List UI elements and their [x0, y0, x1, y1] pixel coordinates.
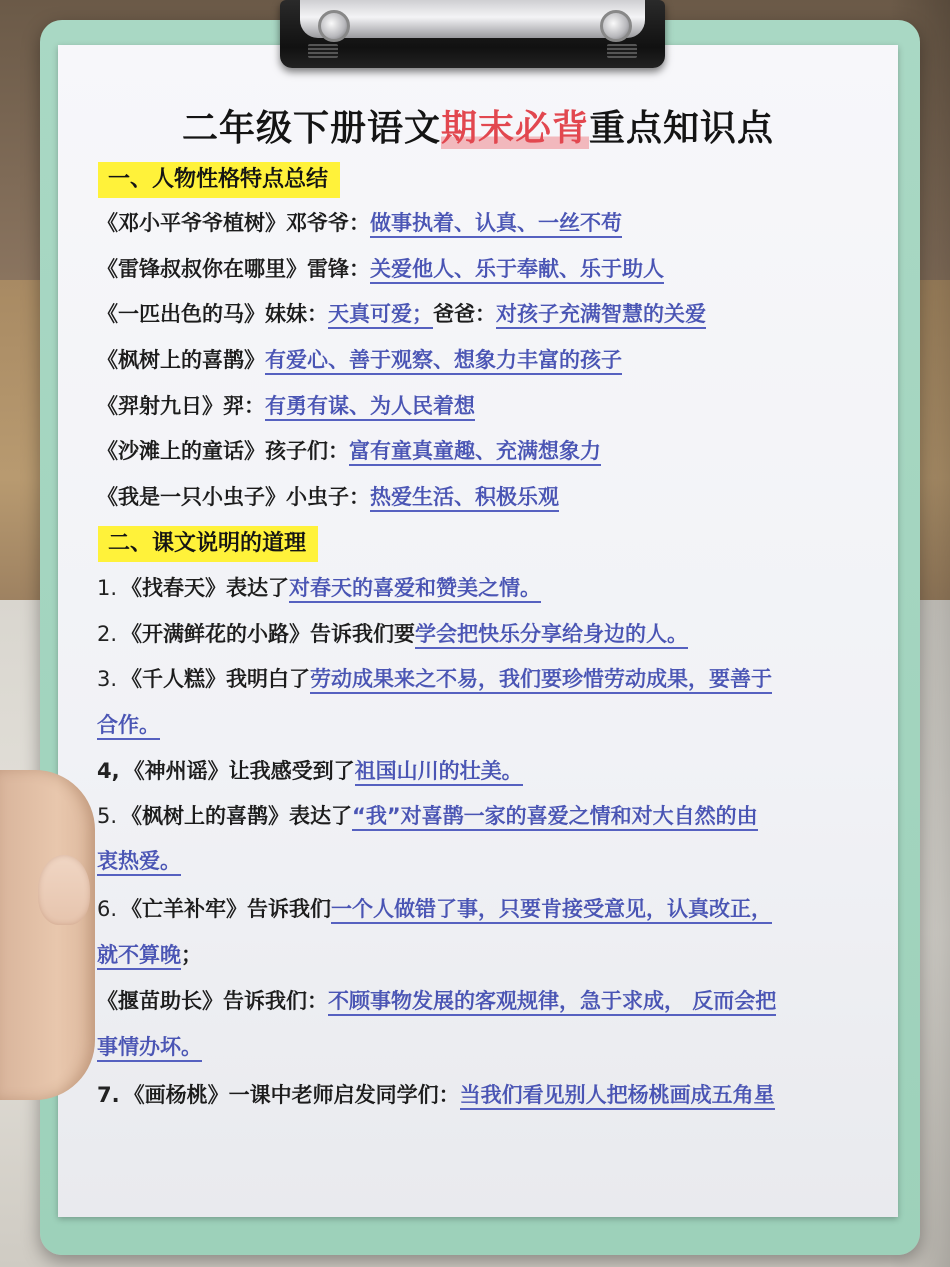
item-number: 2.: [97, 622, 118, 646]
item-answer: 一个人做错了事，只要肯接受意见，认真改正，: [331, 897, 772, 924]
item-number: 6.: [97, 897, 118, 921]
clip-grip-left: [308, 44, 338, 58]
item-answer-continued: 事情办坏。: [97, 1035, 202, 1062]
lesson-item: [97, 986, 776, 1016]
title-suffix: 重点知识点: [589, 108, 775, 149]
item-label: 《沙滩上的童话》孩子们：: [97, 439, 349, 463]
thumb-nail: [38, 855, 90, 925]
character-item: [97, 208, 622, 238]
character-item: [97, 299, 706, 329]
item-label: 《我是一只小虫子》小虫子：: [97, 485, 370, 509]
item-number: 5.: [97, 804, 118, 828]
lesson-item: [97, 573, 541, 603]
item-label: 《开满鲜花的小路》告诉我们要: [121, 622, 416, 646]
item-label: 《千人糕》我明白了: [121, 667, 311, 691]
item-answer-second: 对孩子充满智慧的关爱: [496, 302, 706, 329]
item-label-second: 爸爸：: [433, 302, 496, 326]
clip-grip-right: [607, 44, 637, 58]
item-answer-tail: ；: [181, 943, 202, 967]
clip-rivet-left: [318, 10, 350, 42]
item-answer: “我”对喜鹊一家的喜爱之情和对大自然的由: [352, 804, 758, 831]
item-answer-continued: 衷热爱。: [97, 849, 181, 876]
lesson-item: [97, 894, 772, 924]
page-title: [58, 100, 898, 151]
lesson-item: [97, 619, 688, 649]
character-item: [97, 254, 664, 284]
section-heading-lessons: 二、课文说明的道理: [98, 526, 318, 562]
item-label: 《亡羊补牢》告诉我们: [121, 897, 332, 921]
item-label: 《找春天》表达了: [121, 576, 290, 600]
item-label: 《画杨桃》一课中老师启发同学们：: [123, 1083, 460, 1107]
lesson-item-continuation: [97, 710, 160, 740]
item-label: 《一匹出色的马》妹妹：: [97, 302, 328, 326]
item-answer: 祖国山川的壮美。: [355, 759, 523, 786]
item-answer: 对春天的喜爱和赞美之情。: [289, 576, 541, 603]
item-answer: 富有童真童趣、充满想象力: [349, 439, 601, 466]
item-answer: 关爱他人、乐于奉献、乐于助人: [370, 257, 664, 284]
title-prefix: 二年级下册语文: [181, 108, 441, 149]
character-item: [97, 482, 559, 512]
item-answer-continued: 合作。: [97, 713, 160, 740]
lesson-item: [97, 801, 758, 831]
section-heading-characters: 一、人物性格特点总结: [98, 162, 340, 198]
lesson-item-continuation: [97, 1032, 202, 1062]
item-number: 3.: [97, 667, 118, 691]
item-label: 《枫树上的喜鹊》表达了: [121, 804, 353, 828]
item-number: 4,: [97, 759, 120, 783]
item-answer: 劳动成果来之不易，我们要珍惜劳动成果，要善于: [310, 667, 772, 694]
item-label: 《揠苗助长》告诉我们：: [97, 989, 328, 1013]
item-answer: 做事执着、认真、一丝不苟: [370, 211, 622, 238]
character-item: [97, 345, 622, 375]
clip-metal-bar: [300, 0, 645, 38]
lesson-item: [97, 664, 772, 694]
item-answer: 有勇有谋、为人民着想: [265, 394, 475, 421]
character-item: [97, 436, 601, 466]
item-answer: 有爱心、善于观察、想象力丰富的孩子: [265, 348, 622, 375]
item-answer: 当我们看见别人把杨桃画成五角星: [460, 1083, 775, 1110]
item-label: 《羿射九日》羿：: [97, 394, 265, 418]
lesson-item-continuation: [97, 846, 181, 876]
title-highlight: 期末必背: [440, 108, 589, 149]
item-answer: 不顾事物发展的客观规律，急于求成， 反而会把: [328, 989, 776, 1016]
item-answer-continued: 就不算晚: [97, 943, 181, 970]
item-number: 7.: [97, 1083, 120, 1107]
thumb: [0, 770, 95, 1100]
item-answer: 学会把快乐分享给身边的人。: [415, 622, 688, 649]
item-answer: 天真可爱；: [328, 302, 433, 329]
item-label: 《邓小平爷爷植树》邓爷爷：: [97, 211, 370, 235]
clip-rivet-right: [600, 10, 632, 42]
lesson-item: [97, 1080, 775, 1110]
lesson-item: [97, 756, 523, 786]
item-label: 《神州谣》让我感受到了: [123, 759, 355, 783]
lesson-item-continuation: [97, 940, 202, 970]
item-number: 1.: [97, 576, 118, 600]
item-label: 《枫树上的喜鹊》: [97, 348, 265, 372]
character-item: [97, 391, 475, 421]
item-answer: 热爱生活、积极乐观: [370, 485, 559, 512]
item-label: 《雷锋叔叔你在哪里》雷锋：: [97, 257, 370, 281]
